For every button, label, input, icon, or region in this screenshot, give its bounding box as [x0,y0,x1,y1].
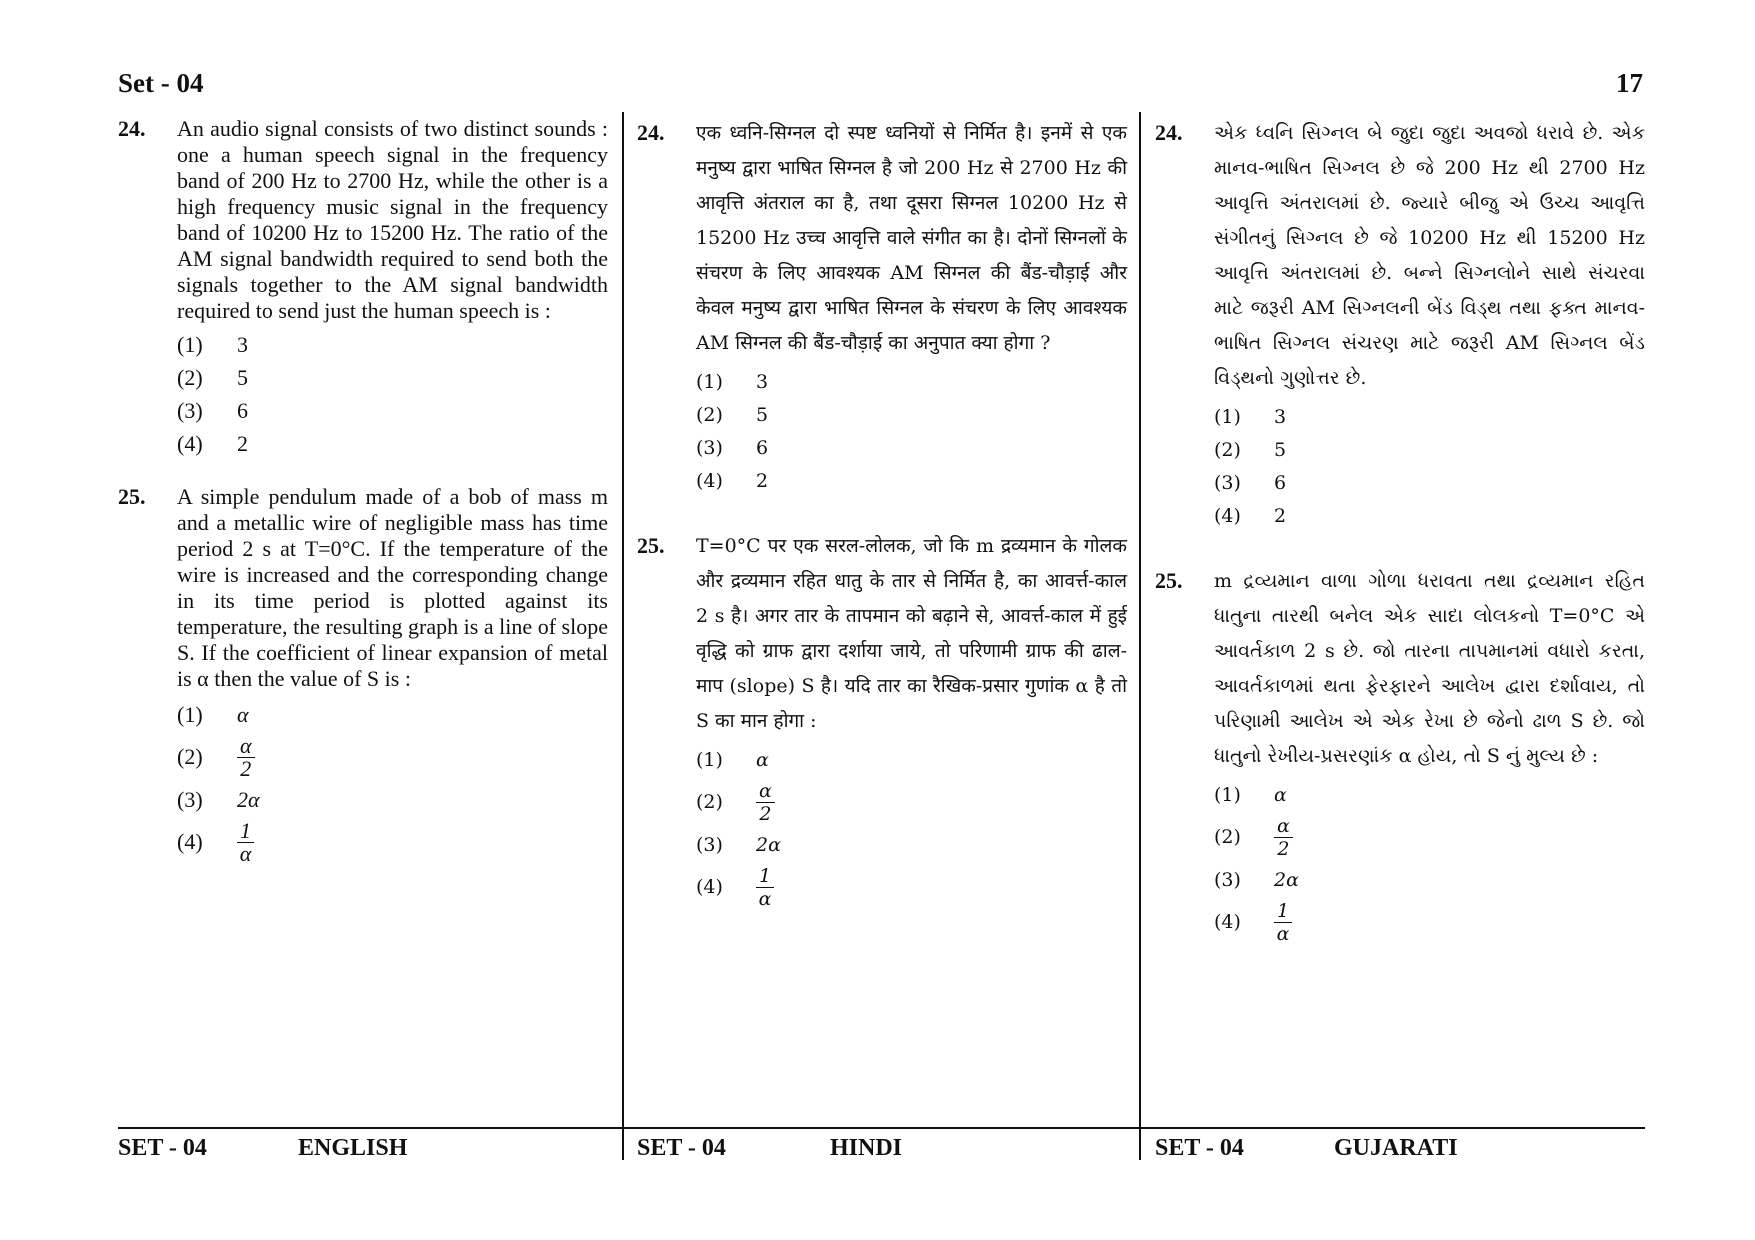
footer-set-hindi: SET - 04 [637,1135,726,1161]
footer-set-english: SET - 04 [118,1135,207,1161]
set-header: Set - 04 [118,68,204,98]
options-list [696,365,1127,497]
option: (2) $\frac{\alpha}{2}$ [1214,811,1645,863]
option: (4) 2 [696,469,769,492]
option: (4) 2 [1214,504,1287,527]
option: (2) 5 [696,403,769,426]
option: (1) 3 [1214,405,1287,428]
question-text: એક ધ્વનિ સિગ્નલ બે જુદા જુદા અવજો ધરાવે છે. એક માનવ-ભાષિત સિગ્નલ છે જે 200 Hz થી 2700 Hz આવૃત્તિ અંતરાલમાં છે. જ્યારે બીજુ એ ઉચ્ચ આવૃત્તિ સંગીતનું સિગ્નલ છે જે 10200 Hz થી 15200 Hz આવૃત્તિ અંતરાલમાં છે. બન્ને સિગ્નલોને સાથે સંચરવા માટે જરૂરી AM સિગ્નલની બેંડ વિડ્થ તથા ફક્ત માનવ-ભાષિત સિગ્નલ સંચરણ માટે જરૂરી AM સિગ્નલ બેંડ વિડ્થનો ગુણોત્તર છે. [1214,122,1645,389]
question-25-hindi [637,529,1127,913]
option: (3) 6 [1214,471,1287,494]
hindi-column [637,116,1127,913]
option: (1) α [1214,783,1287,806]
page-number: 17 [1616,68,1643,98]
footer-set-gujarati: SET - 04 [1155,1135,1244,1161]
option: (3) 2α [177,786,260,812]
option: (2) $\frac{\alpha}{2}$ [696,776,1127,828]
footer-lang-english: ENGLISH [298,1135,408,1161]
option: (1) α [696,748,769,771]
footer-lang-hindi: HINDI [830,1135,903,1161]
fraction: $\frac{\alpha}{2}$ [756,780,775,825]
question-number: 25. [118,484,146,509]
english-column [118,116,608,868]
question-24-hindi [637,116,1127,497]
option: (2) $\frac{\alpha}{2}$ [177,731,608,783]
question-24-english [118,116,608,460]
options-list [696,743,1127,913]
option: (4) $\frac{1}{\alpha}$ [1214,896,1645,948]
question-text: एक ध्वनि-सिग्नल दो स्पष्ट ध्वनियों से निर्मित है। इनमें से एक मनुष्य द्वारा भाषित सिग्नल है जो 200 Hz से 2700 Hz की आवृत्ति अंतराल का है, तथा दूसरा सिग्नल 10200 Hz से 15200 Hz उच्च आवृत्ति वाले संगीत का है। दोनों सिग्नलों के संचरण के लिए आवश्यक AM सिग्नल की बैंड-चौड़ाई और केवल मनुष्य द्वारा भाषित सिग्नल के संचरण के लिए आवश्यक AM सिग्नल की बैंड-चौड़ाई का अनुपात क्या होगा ? [696,122,1127,354]
option: (1) 3 [177,331,248,357]
option: (1) 3 [696,370,769,393]
option: (2) 5 [1214,438,1287,461]
fraction: $\frac{1}{\alpha}$ [756,865,774,910]
question-number: 24. [118,116,146,141]
option: (3) 6 [696,436,769,459]
option: (4) $\frac{1}{\alpha}$ [696,861,1127,913]
option: (3) 2α [1214,868,1299,891]
option: (4) $\frac{1}{\alpha}$ [177,816,608,868]
option: (3) 2α [696,833,781,856]
question-text: A simple pendulum made of a bob of mass m and a metallic wire of negligible mass has time period 2 s at T=0°C. If the temperature of the wire is increased and the corresponding change in its time period is plotted against its temperature, the resulting graph is a line of slope S. If the coefficient of linear expansion of metal is α then the value of S is : [177,484,608,691]
gujarati-column [1155,116,1645,948]
fraction: $\frac{1}{\alpha}$ [237,820,254,865]
fraction: $\frac{\alpha}{2}$ [1274,815,1293,860]
question-25-gujarati [1155,564,1645,948]
question-number: 25. [1155,568,1183,593]
option: (2) 5 [177,364,248,390]
option: (1) α [177,701,249,727]
question-number: 25. [637,533,665,558]
fraction: $\frac{1}{\alpha}$ [1274,900,1292,945]
question-text: m દ્રવ્યમાન વાળા ગોળા ધરાવતા તથા દ્રવ્યમાન રહિત ધાતુના તારથી બનેલ એક સાદા લોલકનો T=0°C એ આવર્તકાળ 2 s છે. જો તારના તાપમાનમાં વધારો કરતા, આવર્તકાળમાં થતા ફેરફારને આલેખ દ્વારા દર્શાવાય, તો પરિણામી આલેખ એ એક રેખા છે જેનો ઢાળ S છે. જો ધાતુનો રેખીય-પ્રસરણાંક α હોય, તો S નું મુલ્ય છે : [1214,570,1645,767]
options-list [1214,778,1645,948]
fraction: $\frac{\alpha}{2}$ [237,735,255,780]
question-25-english [118,484,608,868]
options-list [177,328,608,460]
footer-rule [118,1127,1645,1129]
question-text: An audio signal consists of two distinct sounds : one a human speech signal in the frequency band of 200 Hz to 2700 Hz, while the other is a high frequency music signal in the frequency band of 10200 Hz to 15200 Hz. The ratio of the AM signal bandwidth required to send both the signals together to the AM signal bandwidth required to send just the human speech is : [177,116,608,323]
column-divider [622,112,624,1160]
question-number: 24. [1155,120,1183,145]
option: (3) 6 [177,397,248,423]
column-divider [1139,112,1141,1160]
footer-lang-gujarati: GUJARATI [1334,1135,1458,1161]
question-24-gujarati [1155,116,1645,532]
option: (4) 2 [177,430,248,456]
options-list [177,698,608,868]
question-text: T=0°C पर एक सरल-लोलक, जो कि m द्रव्यमान के गोलक और द्रव्यमान रहित धातु के तार से निर्मित है, का आवर्त्त-काल 2 s है। अगर तार के तापमान को बढ़ाने से, आवर्त्त-काल में हुई वृद्धि को ग्राफ द्वारा दर्शाया जाये, तो परिणामी ग्राफ की ढाल-माप (slope) S है। यदि तार का रैखिक-प्रसार गुणांक α है तो S का मान होगा : [696,535,1127,732]
options-list [1214,400,1645,532]
question-number: 24. [637,120,665,145]
